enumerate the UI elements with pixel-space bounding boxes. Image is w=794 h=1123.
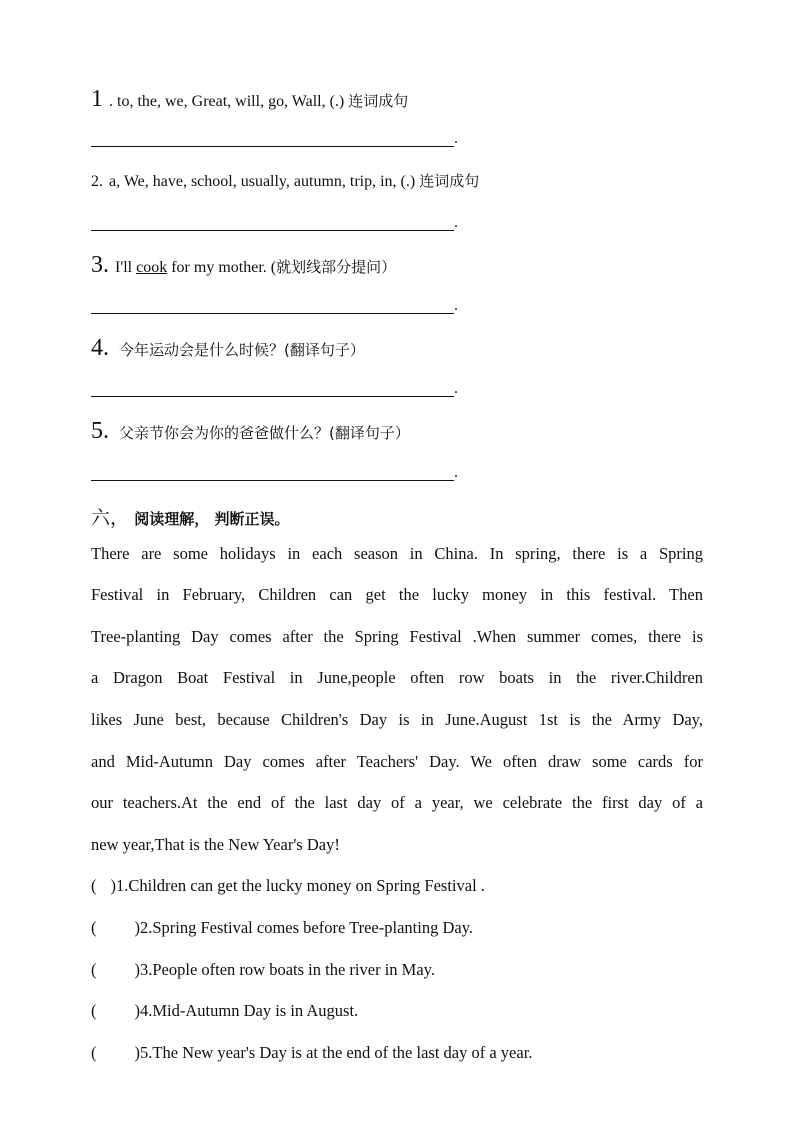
- answer-line-3[interactable]: [91, 313, 454, 314]
- answer-blank-open[interactable]: (: [91, 918, 97, 937]
- question-instruction: 就划线部分提问）: [276, 258, 397, 276]
- answer-blank-open[interactable]: (: [91, 876, 97, 895]
- statement-text: 3.People often row boats in the river in May.: [140, 960, 435, 979]
- passage-line: new year,That is the New Year's Day!: [91, 835, 340, 854]
- question-instruction: 连词成句: [419, 172, 480, 190]
- true-false-item-3: [91, 960, 435, 980]
- answer-period: .: [454, 130, 458, 147]
- statement-text: 1.Children can get the lucky money on Spring Festival .: [116, 876, 485, 895]
- passage-line: Tree-planting Day comes after the Spring Festival .When summer comes, there is: [91, 627, 703, 646]
- passage-line: a Dragon Boat Festival in June,people often row boats in the river.Children: [91, 668, 703, 687]
- question-number: 4.: [91, 335, 109, 361]
- answer-period: .: [454, 380, 458, 397]
- passage-line: Festival in February, Children can get the lucky money in this festival. Then: [91, 585, 703, 604]
- question-2: [91, 170, 479, 191]
- answer-blank-open[interactable]: (: [91, 1043, 97, 1062]
- passage-line: likes June best, because Children's Day is in June.August 1st is the Army Day,: [91, 710, 703, 729]
- answer-line-5[interactable]: [91, 480, 454, 481]
- question-3: [91, 252, 396, 279]
- section-number: 六，: [91, 507, 130, 529]
- passage-line: and Mid-Autumn Day comes after Teachers' Day. We often draw some cards for: [91, 752, 703, 771]
- answer-blank-open[interactable]: (: [91, 1001, 97, 1020]
- statement-text: 5.The New year's Day is at the end of the last day of a year.: [140, 1043, 533, 1062]
- answer-line-2[interactable]: [91, 230, 454, 231]
- passage-line: There are some holidays in each season in China. In spring, there is a Spring: [91, 544, 703, 563]
- question-instruction: 父亲节你会为你的爸爸做什么？(翻译句子）: [119, 424, 410, 442]
- question-5: [91, 418, 410, 445]
- question-number: 2.: [91, 173, 103, 190]
- answer-blank-close: ): [134, 918, 140, 937]
- true-false-item-5: [91, 1043, 532, 1063]
- question-text-pre: I'll: [115, 259, 133, 276]
- passage-line: our teachers.At the end of the last day of a year, we celebrate the first day of a: [91, 793, 703, 812]
- question-4: [91, 335, 365, 362]
- statement-text: 2.Spring Festival comes before Tree-planting Day.: [140, 918, 473, 937]
- section-heading: [91, 503, 289, 530]
- question-1: [91, 86, 408, 113]
- question-number: 3.: [91, 252, 109, 278]
- answer-blank-close: ): [134, 1001, 140, 1020]
- answer-blank-close: ): [110, 876, 116, 895]
- underlined-word: cook: [136, 259, 168, 276]
- true-false-item-2: [91, 918, 473, 938]
- answer-line-1[interactable]: [91, 146, 454, 147]
- question-instruction: 连词成句: [348, 92, 409, 110]
- answer-blank-open[interactable]: (: [91, 960, 97, 979]
- answer-blank-close: ): [134, 1043, 140, 1062]
- true-false-item-1: [91, 876, 485, 896]
- question-number: 5.: [91, 418, 109, 444]
- answer-period: .: [454, 297, 458, 314]
- true-false-item-4: [91, 1001, 358, 1021]
- answer-blank-close: ): [134, 960, 140, 979]
- answer-line-4[interactable]: [91, 396, 454, 397]
- question-number: 1: [91, 86, 103, 112]
- question-text: . to, the, we, Great, will, go, Wall, (.): [109, 93, 345, 110]
- question-instruction: 今年运动会是什么时候？(翻译句子）: [119, 341, 365, 359]
- question-text-post: for my mother. (: [171, 259, 277, 276]
- question-text: a, We, have, school, usually, autumn, trip, in, (.): [109, 173, 416, 190]
- section-title: 阅读理解， 判断正误。: [134, 510, 290, 528]
- statement-text: 4.Mid-Autumn Day is in August.: [140, 1001, 359, 1020]
- answer-period: .: [454, 464, 458, 481]
- answer-period: .: [454, 214, 458, 231]
